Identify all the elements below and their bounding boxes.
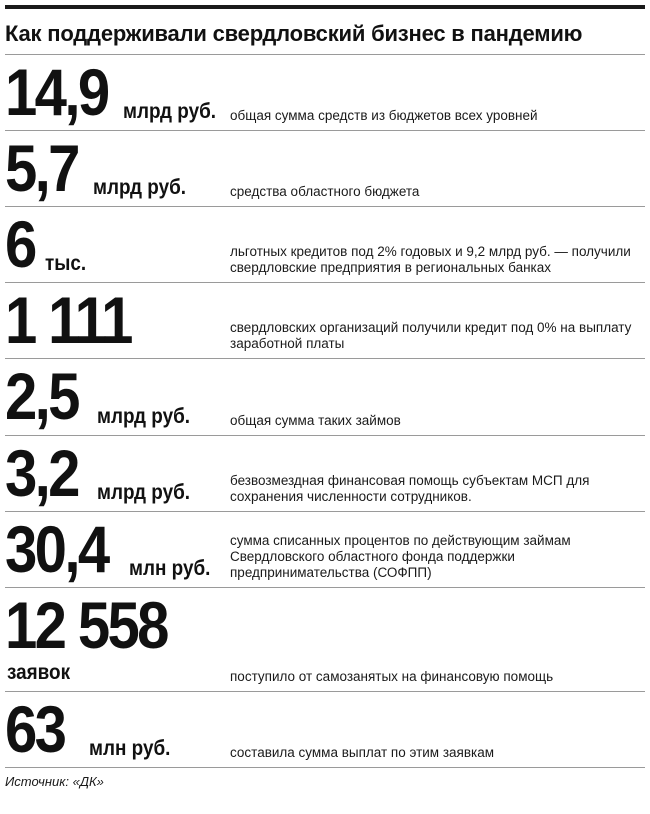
stat-row-regional-budget [5, 131, 645, 207]
stat-unit: млн руб. [89, 737, 171, 760]
stat-description: поступило от самозанятых на финансовую помощь [230, 669, 554, 684]
stat-description: общая сумма таких займов [230, 413, 401, 428]
stat-value: 14,9 [5, 55, 108, 129]
stat-unit: млрд руб. [123, 100, 217, 123]
stat-row-self-employed-applications [5, 588, 645, 692]
stats-list [5, 54, 645, 768]
stat-unit: млрд руб. [97, 481, 191, 504]
stat-row-loan-total [5, 359, 645, 436]
stat-unit: тыс. [45, 252, 87, 275]
stat-description: сумма списанных процентов по действующим займам Свердловского областного фонда поддержки предпринимательства (СОФПП) [230, 533, 571, 580]
infographic [5, 5, 645, 790]
stat-value: 2,5 [5, 359, 78, 433]
top-rule [5, 5, 645, 9]
stat-value: 63 [5, 692, 65, 766]
stat-row-zero-interest-orgs [5, 283, 645, 359]
stat-value: 3,2 [5, 436, 78, 510]
stat-description: составила сумма выплат по этим заявкам [230, 745, 495, 760]
stat-unit: заявок [7, 661, 71, 684]
stat-value: 12 558 [5, 588, 167, 662]
stat-unit: млрд руб. [97, 405, 191, 428]
stat-description: льготных кредитов под 2% годовых и 9,2 млрд руб. — получили свердловские предприятия в региональных банках [230, 244, 631, 275]
stat-value: 5,7 [5, 131, 78, 205]
stat-description: общая сумма средств из бюджетов всех уровней [230, 108, 538, 123]
stat-value: 1 111 [5, 283, 131, 357]
stat-description: средства областного бюджета [230, 184, 420, 199]
stat-row-total-budget [5, 55, 645, 131]
stat-row-written-off-interest [5, 512, 645, 588]
stat-unit: млрд руб. [93, 176, 187, 199]
stat-row-preferential-loans [5, 207, 645, 283]
infographic-title: Как поддерживали свердловский бизнес в пандемию [5, 21, 583, 46]
stat-value: 30,4 [5, 512, 108, 586]
stat-unit: млн руб. [129, 557, 211, 580]
stat-description: безвозмездная финансовая помощь субъектам МСП для сохранения численности сотрудников. [230, 473, 590, 504]
stat-value: 6 [5, 207, 35, 281]
source-note: Источник: «ДК» [5, 774, 104, 789]
stat-row-msp-grants [5, 436, 645, 512]
stat-row-payout-sum [5, 692, 645, 768]
stat-description: свердловских организаций получили кредит под 0% на выплату заработной платы [230, 320, 632, 351]
